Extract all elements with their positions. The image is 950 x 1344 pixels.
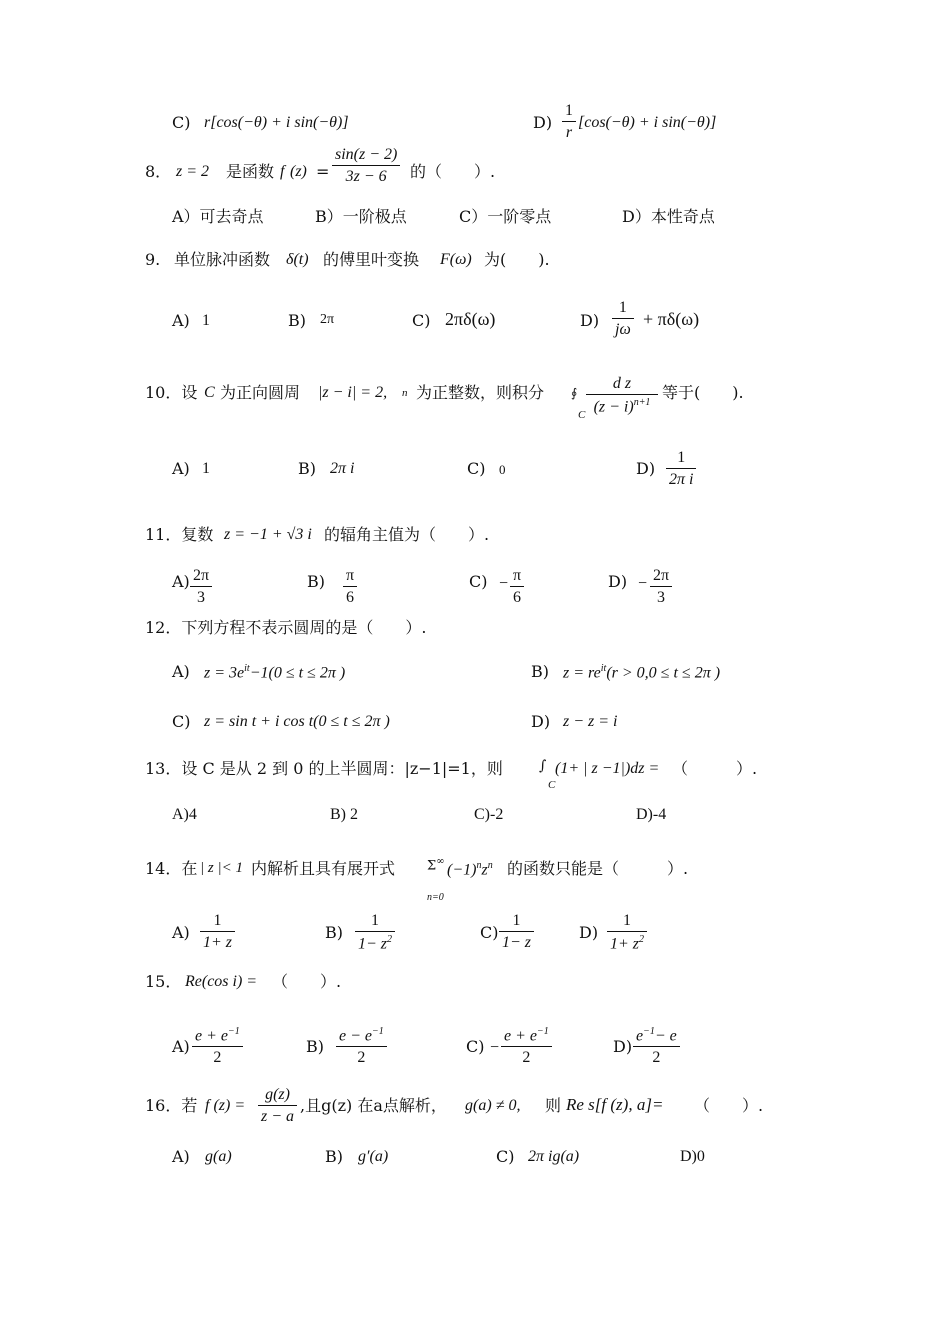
q10-C: C [204, 384, 215, 401]
q16-number: 16．若 [145, 1096, 198, 1115]
q7-option-d: [cos(−θ) + i sin(−θ)] [578, 114, 717, 131]
q16-cond: g(a) ≠ 0, [465, 1097, 521, 1114]
q15-option-b-label: B) [306, 1037, 324, 1056]
q10-text2: 为正整数，则积分 [416, 383, 545, 402]
q10-abs: |z − i| = 2, [318, 384, 388, 401]
q8-text: 是函数 [226, 162, 275, 181]
q12-option-a: $z = 3e^{it}-1(0 \le t \le 2\pi$ ) [204, 663, 346, 682]
q9-number: 9. [145, 250, 161, 269]
q9-option-d-tail: + πδ(ω) [643, 309, 700, 329]
q14-term: $(-1)^nz^n$ [447, 860, 493, 879]
q14-option-d-label: D) [579, 923, 599, 942]
q13-option-d: D)-4 [636, 806, 667, 823]
q11-option-b-label: B) [307, 572, 325, 591]
q11-expr: z = −1 + √3 i [224, 526, 312, 543]
q13-expr: (1+ | z −1|)dz = [555, 760, 660, 777]
q10-option-b: 2π i [330, 460, 355, 477]
q15-tail: （ ）. [272, 972, 342, 991]
q16-option-c: 2π ig(a) [528, 1148, 580, 1165]
q10-option-b-label: B) [298, 459, 316, 478]
q16-fraction: g(z) z − a [258, 1087, 297, 1125]
q14-option-c-label: C) [480, 923, 499, 942]
q16-option-d: D)0 [680, 1148, 705, 1165]
q10-option-a: 1 [202, 460, 210, 477]
q11-option-a-label: A) [172, 572, 190, 591]
q12-option-d-label: D) [531, 712, 551, 731]
q14-sigma-sub: n=0 [427, 892, 444, 903]
q8-arg: (z) [290, 163, 307, 180]
q8-option-c: C）一阶零点 [459, 207, 552, 226]
q15-option-d-fraction: $e^{-1}- e$ 2 [633, 1027, 680, 1066]
q15-option-c-fraction: $e + e^{-1}$ 2 [501, 1027, 552, 1066]
q10-option-c-label: C) [467, 459, 486, 478]
q14-option-b-fraction: 1 $1- z^2$ [355, 913, 395, 952]
q16-option-a-label: A) [172, 1147, 190, 1166]
q11-option-d-label: D) [608, 572, 628, 591]
q16-f: f (z) = [205, 1097, 246, 1114]
q9-option-a-label: A) [172, 311, 190, 330]
q14-option-c-fraction: 1 1− z [499, 913, 534, 951]
q10-option-d-fraction: 1 2π i [666, 450, 696, 488]
q13-int: ∫ [539, 758, 547, 774]
q9-option-b: 2π [320, 312, 335, 327]
q16-option-a: g(a) [205, 1148, 232, 1165]
q10-option-d-label: D) [636, 459, 656, 478]
q14-option-a-label: A) [172, 923, 190, 942]
q12-option-a-label: A) [172, 662, 190, 681]
q8-option-b: B）一阶极点 [315, 207, 407, 226]
q16-tail: （ ）. [694, 1096, 764, 1115]
q12-option-c-label: C) [172, 712, 191, 731]
q16-option-c-label: C) [496, 1147, 515, 1166]
q11-option-c-label: C) [469, 572, 488, 591]
q13-tail: （ ）. [672, 759, 758, 778]
q7-option-d-fraction: 1 r [562, 103, 576, 141]
q15-option-d-label: D) [613, 1037, 633, 1056]
q16-res: Re s[f (z), a]= [566, 1095, 664, 1114]
q10-sub: C [578, 409, 586, 421]
q14-number: 14．在 [145, 859, 198, 878]
q8-f: f [280, 163, 285, 180]
q9-option-d-fraction: 1 jω [612, 300, 634, 338]
q14-option-a-fraction: 1 1+ z [200, 913, 235, 951]
q11-option-d-fraction: 2π 3 [650, 568, 672, 606]
q9-text1: 单位脉冲函数 [174, 250, 271, 269]
q11-option-c-fraction: π 6 [510, 568, 524, 606]
q11-option-b-fraction: π 6 [343, 568, 357, 606]
q11-option-a-fraction: 2π 3 [190, 568, 212, 606]
q14-tail: 的函数只能是（ ）. [507, 859, 689, 878]
q12-option-b: $z = re^{it}(r > 0,0 \le t \le 2\pi$ ) [563, 663, 721, 682]
q9-text2: 的傅里叶变换 [323, 250, 420, 269]
q13-sub: C [548, 779, 556, 791]
q10-oint: ∮ [571, 386, 578, 400]
q15-number: 15． [145, 972, 182, 991]
q9-option-d-label: D) [580, 311, 600, 330]
q11-option-c-sign: − [499, 575, 509, 592]
q8-eq: = [316, 162, 330, 181]
q14-cond: | z |< 1 [200, 860, 243, 876]
q10-fraction: d z $(z - i)^{n+1}$ [586, 376, 658, 415]
q8-option-d: D）本性奇点 [622, 207, 715, 226]
q13-option-a: A)4 [172, 806, 197, 823]
q14-option-d-fraction: 1 $1+ z^2$ [607, 913, 647, 952]
q13-option-c: C)-2 [474, 806, 504, 823]
q13-number: 13．设 C 是从 2 到 0 的上半圆周：|z−1|=1，则 [145, 759, 503, 778]
q10-tail: 等于( ). [662, 383, 744, 402]
q9-option-c-label: C) [412, 311, 431, 330]
q15-expr: Re(cos i) = [185, 973, 258, 990]
q9-tail: 为( ). [484, 250, 550, 269]
q7-option-c-label: C) [172, 113, 191, 132]
q12-option-c: z = sin t + i cos t(0 ≤ t ≤ 2π ) [204, 713, 390, 730]
q16-text1: ,且g(z) 在a点解析， [300, 1096, 447, 1115]
q15-option-c-label: C) [466, 1037, 485, 1056]
q9-F: F(ω) [440, 251, 472, 268]
q16-option-b: g′(a) [358, 1148, 389, 1165]
q8-number: 8． [145, 162, 172, 181]
q15-option-a-label: A) [172, 1037, 190, 1056]
q10-n: n [402, 387, 408, 399]
q11-option-d-sign: − [638, 575, 648, 592]
q7-option-c: r[cos(−θ) + i sin(−θ)] [204, 114, 349, 131]
q10-text1: 为正向圆周 [220, 383, 301, 402]
q11-tail: 的辐角主值为（ ）. [324, 525, 490, 544]
q16-text2: 则 [545, 1096, 562, 1115]
q8-z-value: z = 2 [176, 163, 210, 180]
q8-tail: 的（ ）. [410, 162, 496, 181]
q14-text1: 内解析且具有展开式 [251, 859, 396, 878]
q10-option-a-label: A) [172, 459, 190, 478]
q13-option-b: B) 2 [330, 806, 358, 823]
q11-number: 11．复数 [145, 525, 214, 544]
q16-option-b-label: B) [325, 1147, 343, 1166]
q12-option-d: z − z = i [563, 713, 618, 730]
q15-option-c-sign: − [490, 1039, 500, 1056]
q7-option-d-label: D) [533, 113, 553, 132]
q9-delta: δ(t) [286, 251, 309, 268]
q15-option-b-fraction: $e - e^{-1}$ 2 [336, 1027, 387, 1066]
q9-option-a: 1 [202, 312, 210, 329]
q15-option-a-fraction: $e + e^{-1}$ 2 [192, 1027, 243, 1066]
q14-sigma: Σ∞ [427, 856, 445, 874]
q8-option-a: A）可去奇点 [172, 207, 264, 226]
q8-fraction: sin(z − 2) 3z − 6 [332, 147, 400, 185]
q9-option-c: 2πδ(ω) [445, 309, 496, 329]
q12-option-b-label: B) [531, 662, 549, 681]
q10-option-c: 0 [499, 462, 506, 477]
q10-number: 10．设 [145, 383, 198, 402]
q14-option-b-label: B) [325, 923, 343, 942]
q9-option-b-label: B) [288, 311, 306, 330]
q12-number: 12．下列方程不表示圆周的是（ ）. [145, 618, 427, 637]
